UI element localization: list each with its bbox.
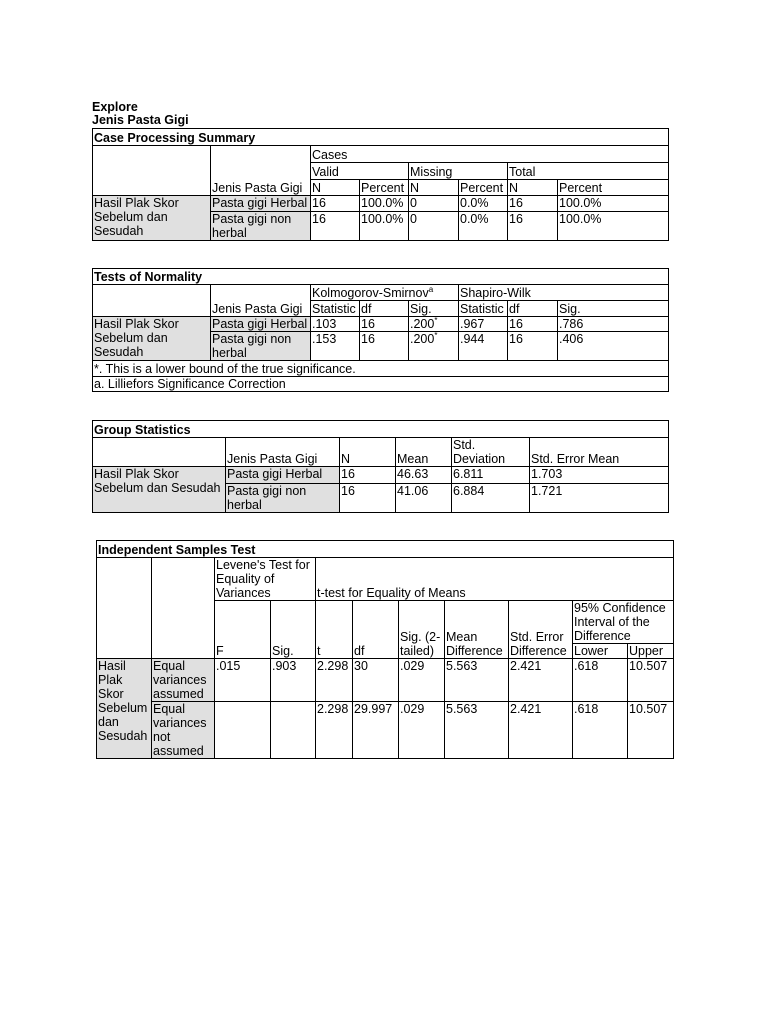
gs-mean-header: Mean [396, 438, 452, 467]
cps-n-header: N [508, 180, 558, 196]
group-statistics-table [92, 420, 669, 513]
normality-df-header: df [360, 301, 409, 317]
normality-statistic-header: Statistic [459, 301, 508, 317]
ist-upper-header: Upper [628, 644, 674, 659]
gs-variable-label: Hasil Plak Skor Sebelum dan Sesudah [93, 467, 226, 513]
normality-table [92, 268, 669, 392]
table-cell: .015 [215, 659, 271, 702]
table-cell: .029 [399, 702, 445, 759]
table-cell: 2.421 [509, 659, 573, 702]
table-row-group: Pasta gigi Herbal [226, 467, 340, 484]
ist-sig-header: Sig. [271, 601, 316, 659]
independent-samples-title: Independent Samples Test [97, 541, 674, 558]
table-cell: 100.0% [360, 196, 409, 212]
normality-variable-label: Hasil Plak Skor Sebelum dan Sesudah [93, 317, 211, 361]
table-cell: 0 [409, 196, 459, 212]
table-cell: 1.721 [530, 484, 669, 513]
table-row-group: Pasta gigi non herbal [226, 484, 340, 513]
normality-group-header: Jenis Pasta Gigi [211, 285, 311, 317]
ist-variable-label: Hasil Plak Skor Sebelum dan Sesudah [97, 659, 152, 759]
table-row-group: Pasta gigi Herbal [211, 196, 311, 212]
table-cell: 16 [340, 484, 396, 513]
cps-group-header: Jenis Pasta Gigi [211, 146, 311, 196]
table-cell: .200* [409, 317, 459, 332]
table-cell: 5.563 [445, 702, 509, 759]
table-row-group: Pasta gigi non herbal [211, 212, 311, 241]
ist-f-header: F [215, 601, 271, 659]
table-cell: 6.884 [452, 484, 530, 513]
cps-total-header: Total [508, 163, 669, 180]
table-row-label: Equal variances assumed [152, 659, 215, 702]
independent-samples-table [96, 540, 674, 759]
table-cell: 46.63 [396, 467, 452, 484]
table-cell [271, 702, 316, 759]
table-cell: 16 [360, 317, 409, 332]
gs-se-header: Std. Error Mean [530, 438, 669, 467]
table-cell: 16 [508, 317, 558, 332]
cps-percent-header: Percent [459, 180, 508, 196]
table-row-group: Pasta gigi non herbal [211, 332, 311, 361]
ist-ttest-header: t-test for Equality of Means [316, 558, 674, 601]
gs-group-header: Jenis Pasta Gigi [226, 438, 340, 467]
cps-n-header: N [311, 180, 360, 196]
table-cell: 30 [353, 659, 399, 702]
table-row-label: Equal variances not assumed [152, 702, 215, 759]
table-cell: .406 [558, 332, 669, 361]
page-subtitle: Jenis Pasta Gigi [92, 113, 189, 127]
case-processing-table [92, 128, 669, 241]
normality-ks-header: Kolmogorov-Smirnov$^a$ [311, 285, 459, 301]
table-cell: 5.563 [445, 659, 509, 702]
table-cell: 0.0% [459, 196, 508, 212]
ist-df-header: df [353, 601, 399, 659]
table-cell: 100.0% [360, 212, 409, 241]
table-cell: 16 [508, 332, 558, 361]
cps-percent-header: Percent [558, 180, 669, 196]
table-cell: 2.298 [316, 659, 353, 702]
table-cell [215, 702, 271, 759]
table-cell: .153 [311, 332, 360, 361]
cps-percent-header: Percent [360, 180, 409, 196]
normality-statistic-header: Statistic [311, 301, 360, 317]
normality-footnote: a. Lilliefors Significance Correction [93, 377, 669, 392]
table-cell: 16 [508, 212, 558, 241]
cps-variable-label: Hasil Plak Skor Sebelum dan Sesudah [93, 196, 211, 241]
ist-levene-header: Levene's Test for Equality of Variances [215, 558, 316, 601]
table-cell: .618 [573, 702, 628, 759]
normality-footnote: *. This is a lower bound of the true significance. [93, 361, 669, 377]
table-cell: .200* [409, 332, 459, 361]
table-cell: 29.997 [353, 702, 399, 759]
table-cell: 6.811 [452, 467, 530, 484]
table-cell: 16 [340, 467, 396, 484]
page-title: Explore [92, 100, 138, 114]
table-cell: 0 [409, 212, 459, 241]
table-cell: .786 [558, 317, 669, 332]
ist-se-diff-header: Std. Error Difference [509, 601, 573, 659]
table-cell: .967 [459, 317, 508, 332]
table-cell: 41.06 [396, 484, 452, 513]
table-cell: 100.0% [558, 212, 669, 241]
normality-title: Tests of Normality [93, 269, 669, 285]
table-cell: 2.421 [509, 702, 573, 759]
normality-df-header: df [508, 301, 558, 317]
table-cell: 16 [311, 212, 360, 241]
case-processing-title: Case Processing Summary [93, 129, 669, 146]
table-cell: .944 [459, 332, 508, 361]
normality-sw-header: Shapiro-Wilk [459, 285, 669, 301]
ist-ci-header: 95% Confidence Interval of the Difference [573, 601, 674, 644]
table-row-group: Pasta gigi Herbal [211, 317, 311, 332]
cps-missing-header: Missing [409, 163, 508, 180]
gs-sd-header: Std. Deviation [452, 438, 530, 467]
table-cell: .618 [573, 659, 628, 702]
table-cell: 10.507 [628, 702, 674, 759]
normality-sig-header: Sig. [409, 301, 459, 317]
table-cell: .029 [399, 659, 445, 702]
ist-t-header: t [316, 601, 353, 659]
cps-cases-header: Cases [311, 146, 669, 163]
table-cell: 16 [360, 332, 409, 361]
table-cell: 10.507 [628, 659, 674, 702]
normality-sig-header: Sig. [558, 301, 669, 317]
ist-lower-header: Lower [573, 644, 628, 659]
table-cell: .103 [311, 317, 360, 332]
ist-sig2-header: Sig. (2-tailed) [399, 601, 445, 659]
table-cell: 100.0% [558, 196, 669, 212]
table-cell: .903 [271, 659, 316, 702]
table-cell: 2.298 [316, 702, 353, 759]
gs-n-header: N [340, 438, 396, 467]
cps-n-header: N [409, 180, 459, 196]
cps-valid-header: Valid [311, 163, 409, 180]
table-cell: 16 [508, 196, 558, 212]
group-statistics-title: Group Statistics [93, 421, 669, 438]
table-cell: 16 [311, 196, 360, 212]
table-cell: 0.0% [459, 212, 508, 241]
ist-mean-diff-header: Mean Difference [445, 601, 509, 659]
table-cell: 1.703 [530, 467, 669, 484]
